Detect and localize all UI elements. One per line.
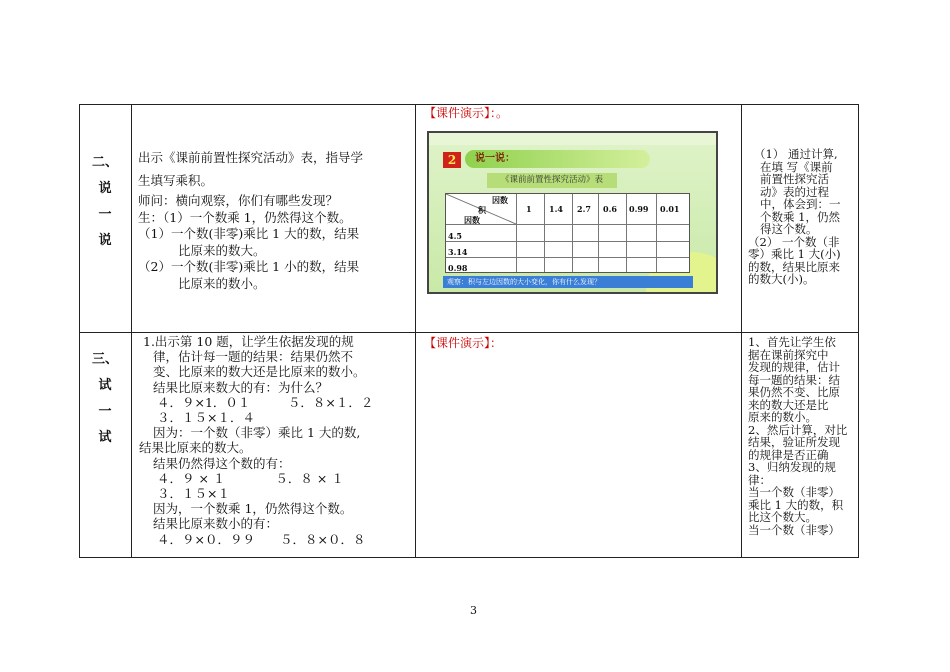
note-line: 比这个数大。 bbox=[748, 510, 817, 524]
activity-line: 结果比原来数小的有： bbox=[153, 516, 279, 532]
stage-line: 试 bbox=[98, 430, 112, 445]
row-value: 0.98 bbox=[448, 263, 468, 273]
stage-label-row2 bbox=[80, 347, 130, 451]
activity-line: 师问：横向观察，你们有哪些发现？ bbox=[138, 193, 339, 208]
row-value: 3.14 bbox=[448, 247, 468, 257]
activity-line: ４．９ × １ ５．８ × １ bbox=[157, 470, 344, 486]
activity-line: 结果比原来的数大。 bbox=[139, 440, 252, 456]
note-line: 律： bbox=[748, 472, 771, 487]
grid-line bbox=[626, 194, 627, 272]
note-line: 来的数大还是比 bbox=[748, 397, 829, 412]
activity-line: 变、比原来的数大还是比原来的数小。 bbox=[153, 364, 366, 380]
note-line: 动》表的过程 bbox=[760, 184, 829, 199]
grid-line bbox=[572, 194, 573, 272]
note-line: 每一题的结果：结 bbox=[748, 372, 840, 387]
activity-line: 结果仍然得这个数的有： bbox=[153, 455, 291, 471]
column-value: 2.7 bbox=[577, 204, 591, 214]
slide-number: 2 bbox=[443, 152, 461, 168]
activity-line: （2）一个数(非零)乘比 1 小的数，结果 bbox=[138, 259, 360, 274]
activity-line: 1.出示第 10 题，让学生依据发现的规 bbox=[143, 334, 354, 349]
slide-table bbox=[445, 193, 690, 273]
note-line: 2、然后计算，对比 bbox=[748, 422, 848, 437]
table-border-right bbox=[858, 105, 859, 557]
demo-label-row1: 【课件演示】：。 bbox=[424, 106, 509, 120]
stage-line: 说 bbox=[98, 181, 112, 196]
stage-line: 试 bbox=[98, 378, 112, 393]
row-value: 4.5 bbox=[448, 231, 462, 241]
grid-line bbox=[544, 194, 545, 272]
note-line: 得这个数。 bbox=[760, 222, 818, 236]
grid-line bbox=[516, 194, 517, 272]
activity-line: ３．１５×１．４ bbox=[157, 410, 255, 426]
note-line: 果仍然不变、比原 bbox=[748, 385, 840, 399]
activity-line: 生：（1）一个数乘 1，仍然得这个数。 bbox=[138, 209, 352, 225]
stage-line: 三、 bbox=[91, 352, 118, 367]
page-number: 3 bbox=[470, 604, 477, 617]
header-product: 积 bbox=[478, 205, 486, 215]
stage-label-row1 bbox=[80, 150, 130, 254]
column-divider bbox=[131, 105, 132, 557]
activity-line: 因为：一个数（非零）乘比 1 大的数, bbox=[153, 425, 361, 441]
activity-line: 比原来的数大。 bbox=[178, 242, 266, 258]
stage-line: 一 bbox=[98, 207, 112, 222]
column-value: 0.6 bbox=[603, 204, 617, 214]
activity-line: 出示《课前前置性探究活动》表，指导学 bbox=[138, 150, 364, 165]
activity-line: 结果比原来数大的有：为什么？ bbox=[153, 379, 329, 395]
notes-row1 bbox=[748, 148, 856, 286]
grid-line bbox=[446, 241, 689, 242]
slide-observation: 观察：积与左边因数的大小变化，你有什么发现？ bbox=[443, 276, 693, 288]
activity-line: 律，估计每一题的结果：结果仍然不 bbox=[153, 349, 354, 365]
note-line: 结果，验证所发现 bbox=[748, 435, 840, 449]
note-line: 前置性探究活 bbox=[760, 172, 829, 186]
note-line: 原来的数小。 bbox=[748, 410, 817, 424]
slide-title: 《课前前置性探究活动》表 bbox=[487, 173, 617, 188]
column-value: 1 bbox=[526, 204, 532, 214]
activity-line: 生填写乘积。 bbox=[138, 172, 214, 188]
stage-line: 说 bbox=[98, 233, 112, 248]
note-line: 当一个数（非零） bbox=[748, 485, 840, 499]
header-factor2: 因数 bbox=[464, 215, 480, 225]
note-line: 1、首先让学生依 bbox=[748, 335, 836, 349]
activity-row2 bbox=[139, 334, 414, 547]
stage-line: 二、 bbox=[91, 155, 118, 170]
note-line: 乘比 1 大的数，积 bbox=[748, 497, 844, 512]
slide-headline: 说一说： bbox=[465, 150, 650, 168]
note-line: 零）乘比 1 大(小) bbox=[748, 247, 841, 261]
note-line: 的规律是否正确 bbox=[748, 447, 829, 462]
notes-row2 bbox=[748, 336, 856, 536]
header-factor: 因数 bbox=[492, 195, 508, 205]
activity-line: 比原来的数小。 bbox=[178, 275, 266, 291]
grid-line bbox=[446, 224, 689, 225]
activity-line: ４．９×1．０１ ５．８×１．２ bbox=[157, 394, 374, 410]
note-line: 在填 写《课前 bbox=[760, 159, 833, 174]
row-divider bbox=[79, 332, 859, 333]
column-divider bbox=[741, 105, 742, 557]
note-line: （1） 通过计算, bbox=[754, 147, 838, 161]
slide-top-band bbox=[429, 133, 716, 145]
note-line: （2） 一个数（非 bbox=[748, 234, 840, 249]
column-value: 1.4 bbox=[549, 204, 563, 214]
note-line: 3、归纳发现的规 bbox=[748, 460, 836, 474]
activity-line: （1）一个数(非零)乘比 1 大的数，结果 bbox=[138, 226, 360, 241]
courseware-slide bbox=[427, 131, 718, 294]
activity-line: 因为，一个数乘 1，仍然得这个数。 bbox=[153, 501, 353, 517]
grid-line bbox=[446, 257, 689, 258]
grid-line bbox=[656, 194, 657, 272]
column-value: 0.99 bbox=[629, 204, 649, 214]
activity-row1 bbox=[138, 150, 416, 292]
activity-line: ３．１５×１ bbox=[157, 486, 230, 502]
note-line: 个数乘 1，仍然 bbox=[760, 209, 840, 224]
note-line: 据在课前探究中 bbox=[748, 347, 829, 362]
note-line: 的数，结果比原来 bbox=[748, 259, 840, 274]
note-line: 发现的规律，估计 bbox=[748, 360, 840, 374]
note-line: 的数大(小)。 bbox=[748, 272, 815, 286]
demo-label-row2: 【课件演示】： bbox=[424, 336, 503, 350]
note-line: 中，体会到：一 bbox=[760, 197, 841, 211]
stage-line: 一 bbox=[98, 404, 112, 419]
note-line: 当一个数（非零） bbox=[748, 522, 840, 537]
column-value: 0.01 bbox=[660, 204, 680, 214]
activity-line: ４．９×０．９９ ５．８×０．８ bbox=[157, 531, 366, 547]
grid-line bbox=[598, 194, 599, 272]
